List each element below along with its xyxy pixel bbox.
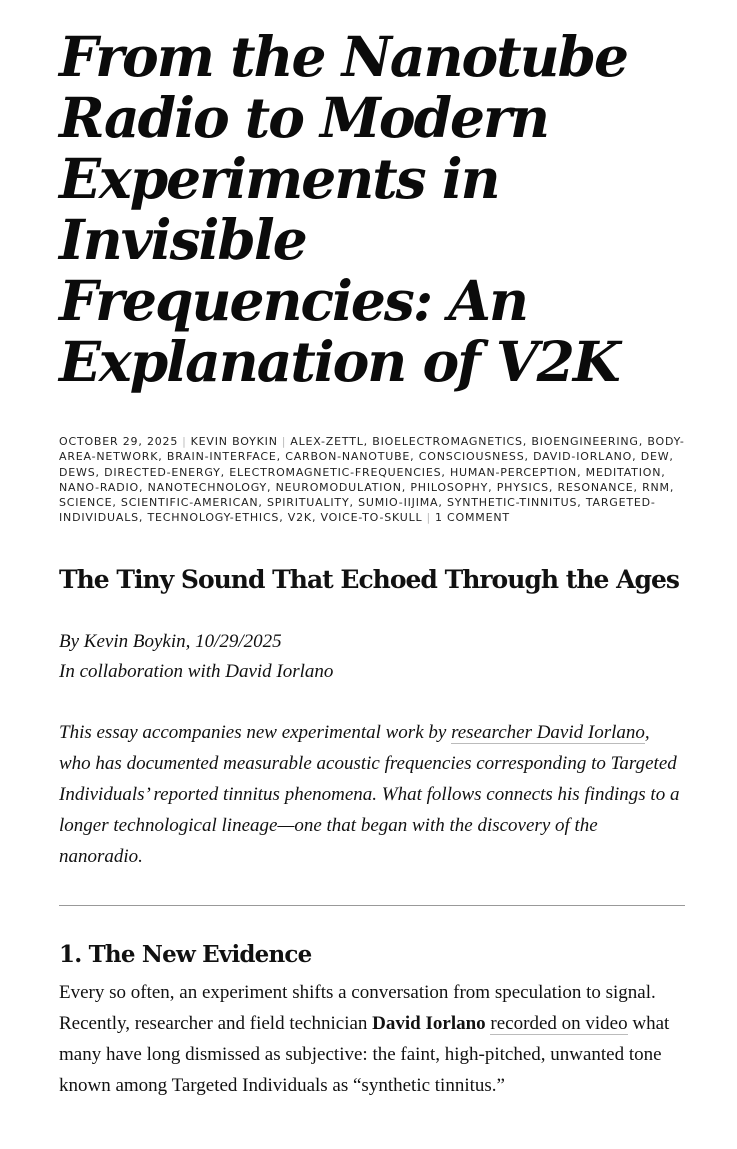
section-body [59, 977, 685, 1101]
meta-separator: | [426, 511, 431, 525]
byline [59, 627, 685, 687]
meta-separator: | [281, 435, 287, 448]
intro-text-start: This essay accompanies new experimental work by [59, 721, 452, 743]
comments-link[interactable]: 1 COMMENT [434, 511, 510, 525]
body-text: what many have long dismissed as subjective: the faint, high-pitched, unwanted tone known among Targeted Individuals as “synthetic tinnitus.” [59, 1012, 670, 1096]
researcher-link[interactable]: researcher David Iorlano [451, 721, 645, 743]
section-divider [59, 905, 685, 906]
meta-separator: | [182, 435, 187, 448]
post-author-link[interactable]: KEVIN BOYKIN [190, 435, 278, 448]
section-heading: 1. The New Evidence [59, 940, 312, 968]
post-tags[interactable]: ALEX-ZETTL, BIOELECTROMAGNETICS, BIOENGINEERING, BODY-AREA-NETWORK, BRAIN-INTERFACE, CARBON-NANOTUBE, CONSCIOUSNESS, DAVID-IORLANO, DEW, DEWS, DIRECTED-ENERGY, ELECTROMAGNETIC-FREQUENCIES, HUMAN-PERCEPTION, MEDITATION, NANO-RADIO, NANOTECHNOLOGY, NEUROMODULATION, PHILOSOPHY, PHYSICS, RESONANCE, RNM, SCIENCE, SCIENTIFIC-AMERICAN, SPIRITUALITY, SUMIO-IIJIMA, SYNTHETIC-TINNITUS, TARGETED-INDIVIDUALS, TECHNOLOGY-ETHICS, V2K, VOICE-TO-SKULL [59, 435, 685, 525]
researcher-name: David Iorlano [372, 1012, 486, 1034]
body-paragraph: Every so often, an experiment shifts a conversation from speculation to signal. [59, 981, 656, 1003]
body-text: Recently, researcher and field technician [59, 1012, 373, 1034]
post-date-link[interactable]: OCTOBER 29, 2025 [59, 435, 179, 448]
article [59, 0, 685, 1101]
intro-paragraph [59, 717, 685, 872]
post-meta [59, 434, 685, 526]
body-paragraph [59, 1008, 685, 1101]
post-title: From the Nanotube Radio to Modern Experiments in Invisible Frequencies: An Explanation of V2K [59, 24, 628, 394]
video-link[interactable]: recorded on video [490, 1012, 628, 1034]
byline-collaboration: In collaboration with David Iorlano [59, 660, 334, 682]
byline-author-date: By Kevin Boykin, 10/29/2025 [59, 630, 282, 652]
subheading: The Tiny Sound That Echoed Through the Ages [59, 564, 679, 594]
intro-text-end: , who has documented measurable acoustic frequencies corresponding to Targeted Individuals’ reported tinnitus phenomena. What follows connects his findings to a longer technological lineage—one that began with the discovery of the nanoradio. [59, 721, 680, 867]
